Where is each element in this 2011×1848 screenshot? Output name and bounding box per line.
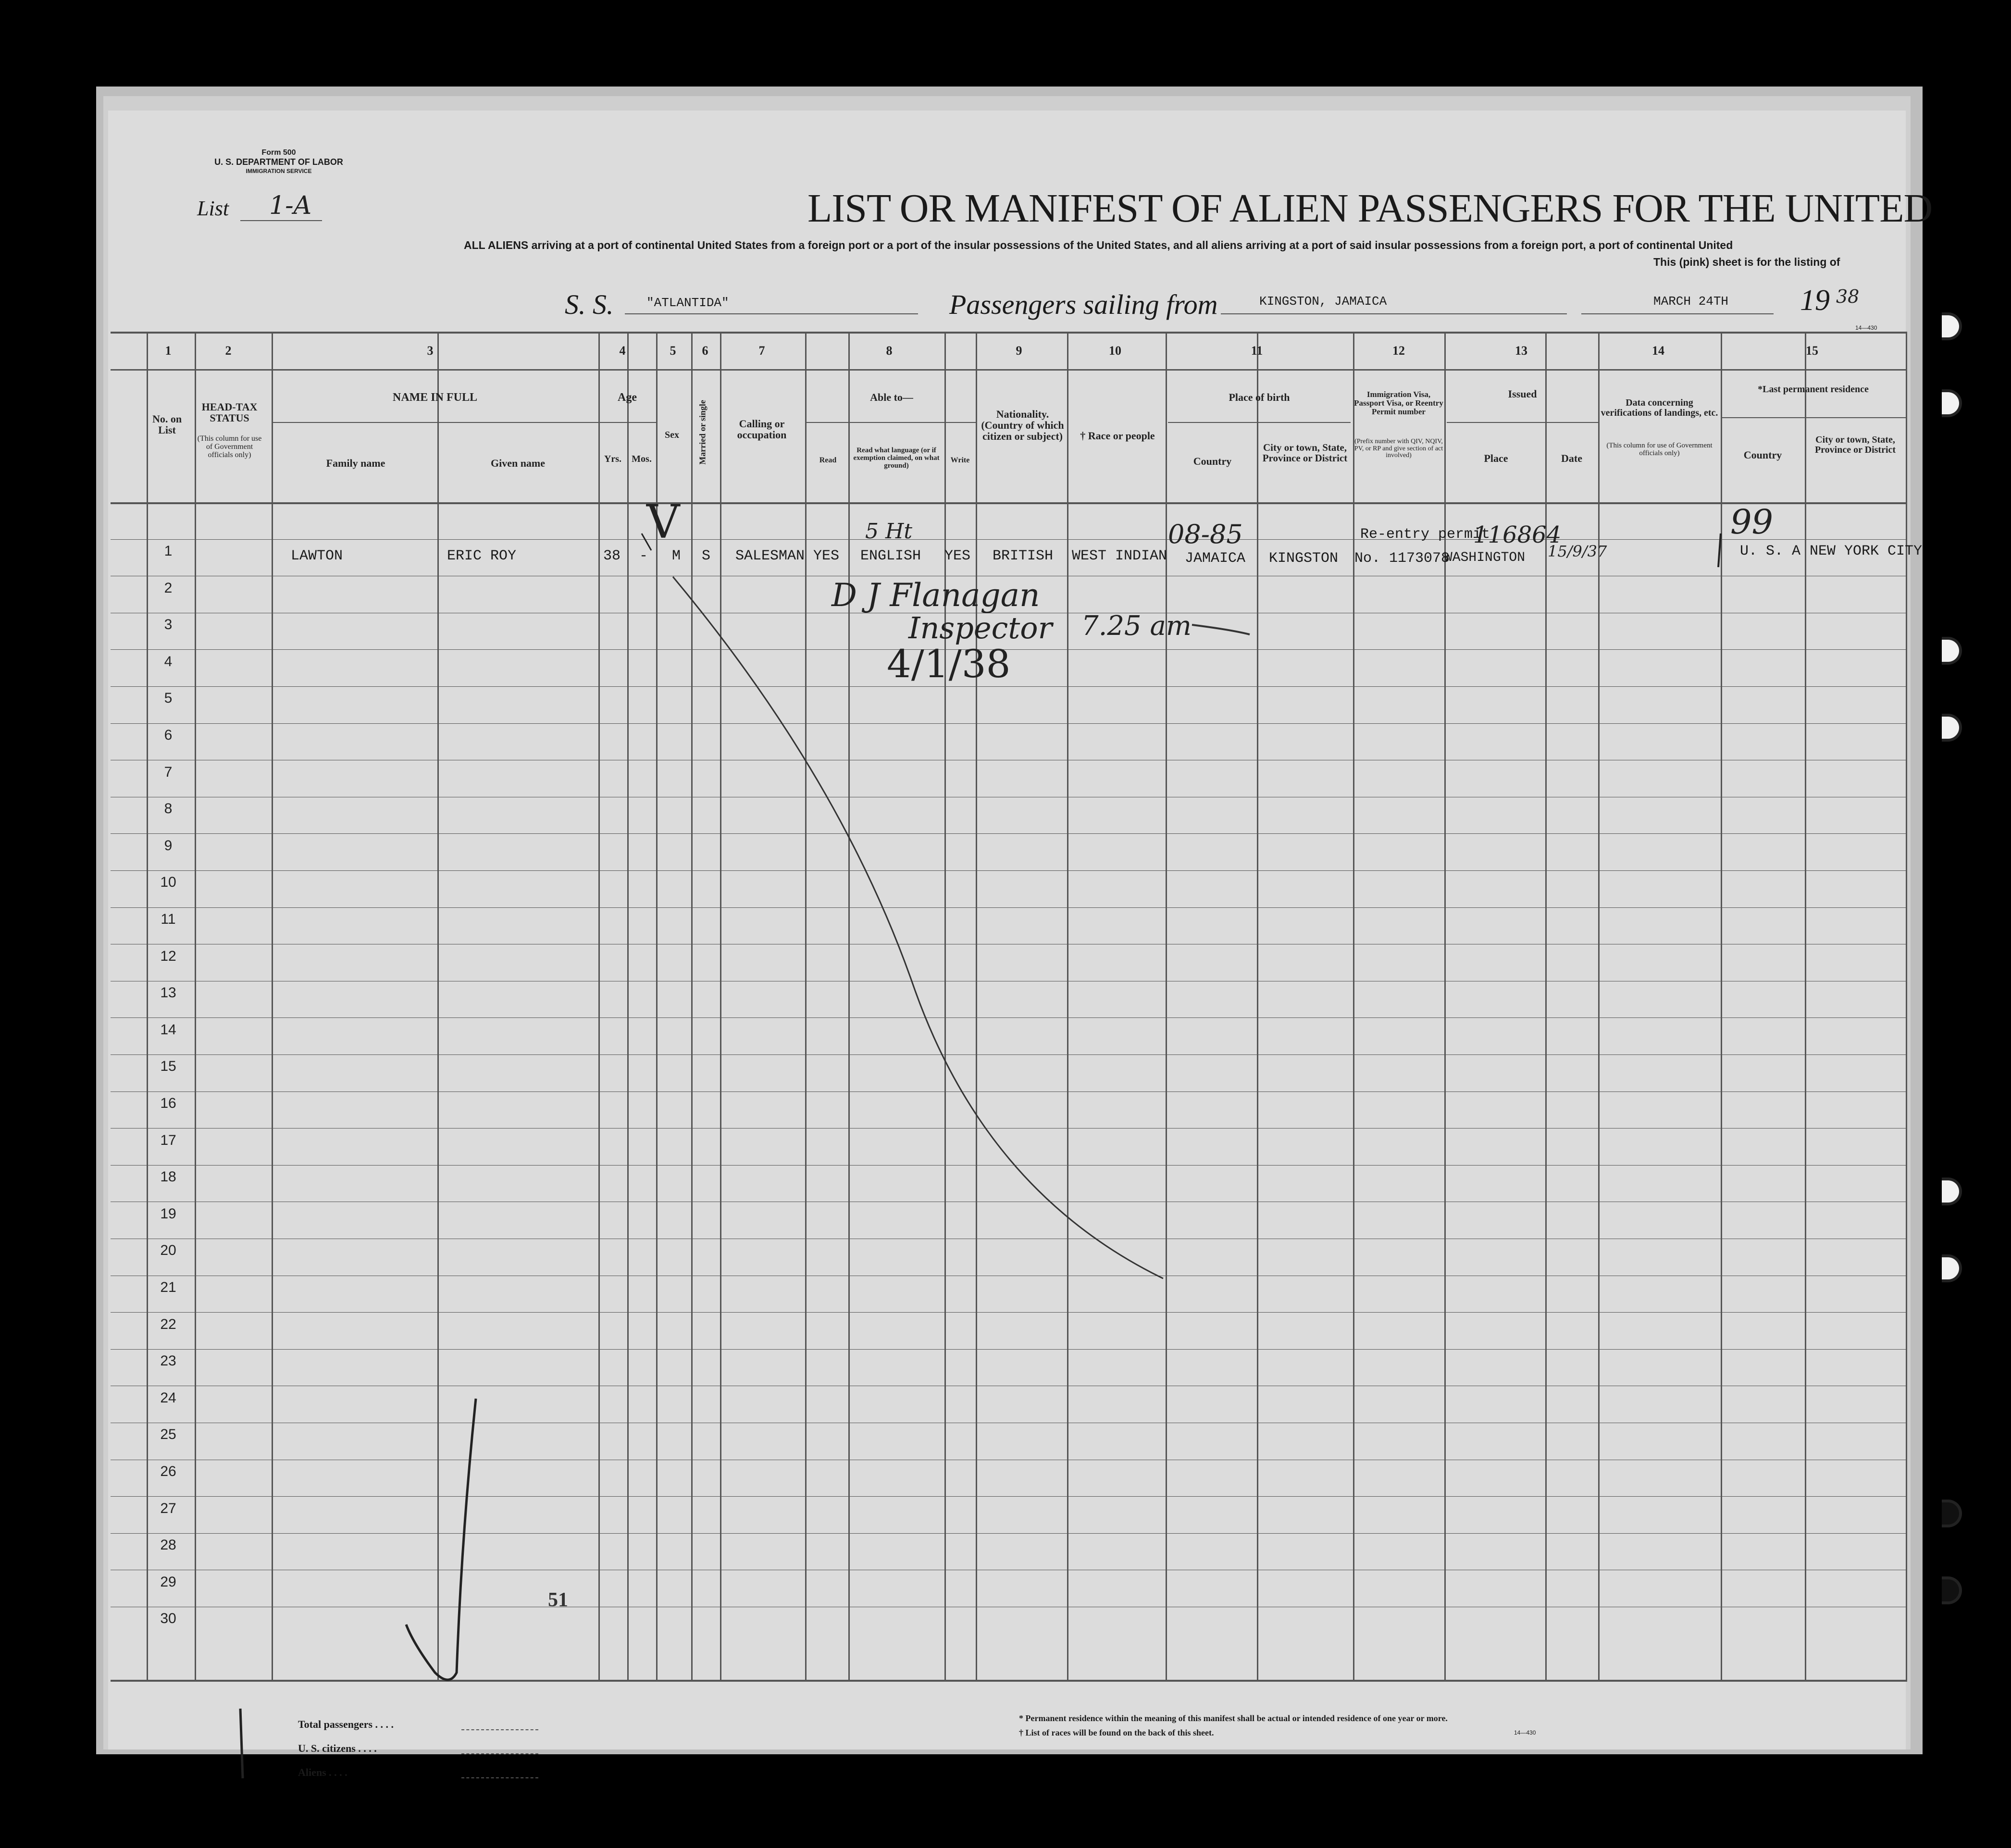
page-number: 51: [548, 1589, 568, 1611]
subtitle-line2: This (pink) sheet is for the listing of: [1653, 256, 1840, 268]
row-number: 24: [160, 1390, 176, 1406]
header-yrs: Yrs.: [604, 454, 622, 464]
list-label: List: [197, 197, 229, 220]
corner-code: 14—430: [1855, 324, 1877, 331]
column-number: 15: [1806, 344, 1818, 358]
row-number: 10: [160, 874, 176, 890]
footnote-code: 14—430: [1514, 1729, 1536, 1736]
row-number: 30: [160, 1611, 176, 1626]
row-number: 16: [160, 1095, 176, 1111]
header-sex: Sex: [665, 430, 679, 440]
total-passengers-line: [461, 1729, 538, 1731]
write-cell: YES: [944, 548, 971, 564]
row-number: 9: [164, 838, 173, 854]
header-res-country: Country: [1743, 449, 1782, 461]
column-number: 5: [670, 344, 676, 358]
header-married-label: Married or single: [697, 400, 708, 465]
handwritten-language-note: 5 Ht: [865, 519, 913, 544]
row-number: 6: [164, 727, 173, 743]
row-number: 25: [160, 1426, 176, 1442]
side-mark: [240, 1709, 243, 1778]
tally-stroke: [406, 1399, 476, 1680]
given-name-cell: ERIC ROY: [447, 548, 517, 564]
header-age: Age: [618, 391, 637, 404]
column-number: 2: [225, 344, 232, 358]
header-write: Write: [950, 456, 970, 464]
row-number: 4: [164, 654, 173, 670]
header-birth-country: Country: [1193, 455, 1232, 467]
diagonal-strike-line: [673, 577, 1163, 1278]
row-number: 8: [164, 801, 173, 817]
issued-date-cell: 15/9/37: [1548, 542, 1607, 560]
family-name-cell: LAWTON: [291, 548, 343, 564]
header-no-on-list: No. on List: [152, 413, 182, 436]
header-able-to: Able to—: [870, 391, 913, 403]
column-number: 6: [702, 344, 708, 358]
row-number: 5: [164, 690, 173, 706]
port-name: KINGSTON, JAMAICA: [1259, 294, 1387, 309]
us-citizens-line: [461, 1753, 538, 1755]
row-number: 1: [164, 543, 173, 559]
header-read-language: Read what language (or if exemption claimed, on what ground): [853, 446, 940, 470]
residence-mark: [1718, 533, 1721, 567]
column-number: 1: [165, 344, 172, 358]
header-mos: Mos.: [632, 454, 652, 464]
column-number: 10: [1109, 344, 1121, 358]
sailing-label: Passengers sailing from: [949, 289, 1218, 320]
header-nationality: Nationality. (Country of which citizen or subject): [981, 408, 1064, 443]
sailing-date: MARCH 24TH: [1653, 294, 1729, 309]
header-res-city: City or town, State, Province or District: [1814, 434, 1896, 455]
handwritten-birth-code: 08-85: [1168, 519, 1243, 549]
us-citizens-label: U. S. citizens . . . .: [298, 1742, 377, 1754]
married-cell: S: [702, 548, 711, 564]
read-cell: YES: [813, 548, 840, 564]
header-visa-note: (Prefix number with QIV, NQIV, PV, or RP and give section of act involved): [1354, 438, 1443, 459]
header-issued-place: Place: [1484, 452, 1508, 464]
column-number: 3: [427, 344, 434, 358]
subtitle-bold: ALL ALIENS: [464, 239, 529, 251]
inspector-time: 7.25 am: [1081, 610, 1192, 642]
aliens-label: Aliens . . . .: [298, 1766, 348, 1778]
signature-flourish: [1192, 625, 1250, 634]
row-number: 20: [160, 1242, 176, 1258]
header-family-name: Family name: [326, 457, 385, 469]
header-calling: Calling or occupation: [737, 418, 787, 441]
department-name: U. S. DEPARTMENT OF LABOR: [214, 157, 343, 167]
nationality-cell: BRITISH: [993, 548, 1054, 564]
header-read: Read: [819, 456, 837, 464]
handwritten-permit-code: 116864: [1473, 521, 1562, 548]
age-mos-cell: -: [639, 548, 648, 564]
header-verifications: Data concerning verifications of landings, etc.: [1601, 397, 1718, 418]
res-city-cell: NEW YORK CITY: [1810, 543, 1923, 559]
res-country-cell: U. S. A: [1740, 543, 1801, 559]
row-number: 23: [160, 1353, 176, 1369]
list-value: 1-A: [269, 191, 312, 220]
column-number: 7: [758, 344, 765, 358]
visa-line2-cell: No. 1173078: [1354, 550, 1450, 567]
row-number: 15: [160, 1058, 176, 1074]
subtitle-line1: arriving at a port of continental United States from a foreign port or a port of the insular possessions of the United States, and all aliens arriving at a port of said insular possessions from a foreign port, a port of continental United: [531, 239, 1733, 251]
row-number: 21: [160, 1279, 176, 1295]
row-number: 2: [164, 580, 173, 596]
header-name-in-full: NAME IN FULL: [392, 391, 477, 404]
row-number: 3: [164, 617, 173, 633]
age-yrs-cell: 38: [603, 548, 621, 564]
column-number: 14: [1652, 344, 1664, 358]
header-head-tax: HEAD-TAX STATUS: [201, 401, 258, 424]
form-number: Form 500: [261, 149, 296, 157]
header-race: † Race or people: [1080, 430, 1155, 442]
header-head-tax-note: (This column for use of Government officials only): [197, 434, 262, 459]
header-visa: Immigration Visa, Passport Visa, or Reentry Permit number: [1354, 390, 1443, 416]
aliens-line: [461, 1777, 538, 1779]
ship-name: "ATLANTIDA": [646, 296, 729, 310]
row-number: 11: [161, 911, 176, 927]
row-number: 14: [160, 1022, 176, 1038]
row-number: 29: [160, 1574, 176, 1590]
header-given-name: Given name: [490, 457, 546, 469]
column-number: 12: [1392, 344, 1405, 358]
footnote-races: † List of races will be found on the back of this sheet.: [1019, 1728, 1214, 1737]
row-number: 13: [160, 985, 176, 1001]
language-cell: ENGLISH: [860, 548, 921, 564]
row-number: 22: [160, 1316, 176, 1332]
header-issued-date: Date: [1561, 452, 1582, 464]
visa-line1-cell: Re-entry permit: [1360, 526, 1490, 543]
column-number: 8: [886, 344, 893, 358]
header-last-residence: *Last permanent residence: [1758, 384, 1869, 395]
row-number: 26: [160, 1464, 176, 1479]
row-number: 7: [164, 764, 173, 780]
inspector-signature: D J Flanagan: [832, 577, 1040, 614]
inspector-date: 4/1/38: [887, 642, 1011, 686]
row-number: 17: [160, 1132, 176, 1148]
header-birth-city: City or town, State, Province or District: [1262, 442, 1348, 464]
column-number: 9: [1016, 344, 1022, 358]
total-passengers-label: Total passengers . . . .: [298, 1718, 394, 1730]
header-place-of-birth: Place of birth: [1229, 391, 1290, 403]
birth-city-cell: KINGSTON: [1269, 550, 1339, 567]
service-name: IMMIGRATION SERVICE: [246, 167, 312, 174]
row-number: 27: [160, 1501, 176, 1516]
column-number: 4: [619, 344, 626, 358]
document-title: LIST OR MANIFEST OF ALIEN PASSENGERS FOR THE UNITED: [807, 186, 1933, 231]
row-number: 19: [160, 1206, 176, 1222]
check-mark: V: [646, 495, 680, 549]
column-number: 11: [1251, 344, 1263, 358]
year-prefix: 19: [1800, 284, 1830, 317]
row-number: 18: [160, 1169, 176, 1185]
occupation-cell: SALESMAN: [735, 548, 805, 564]
inspector-title: Inspector: [908, 610, 1053, 645]
row-number: 12: [160, 948, 176, 964]
ss-label: S. S.: [565, 289, 614, 320]
handwritten-residence-code: 99: [1730, 502, 1774, 542]
header-issued: Issued: [1508, 388, 1537, 400]
row-number: 28: [160, 1537, 176, 1553]
check-tick: [642, 533, 651, 550]
header-verifications-note: (This column for use of Government officials only): [1606, 442, 1713, 457]
year-suffix: 38: [1836, 286, 1860, 307]
column-number: 13: [1515, 344, 1527, 358]
birth-country-cell: JAMAICA: [1185, 550, 1246, 567]
sex-cell: M: [672, 548, 681, 564]
race-cell: WEST INDIAN: [1072, 548, 1167, 564]
issued-place-cell: WASHINGTON: [1444, 550, 1526, 565]
footnote-residence: * Permanent residence within the meaning of this manifest shall be actual or intended residence of one year or more.: [1019, 1713, 1448, 1723]
